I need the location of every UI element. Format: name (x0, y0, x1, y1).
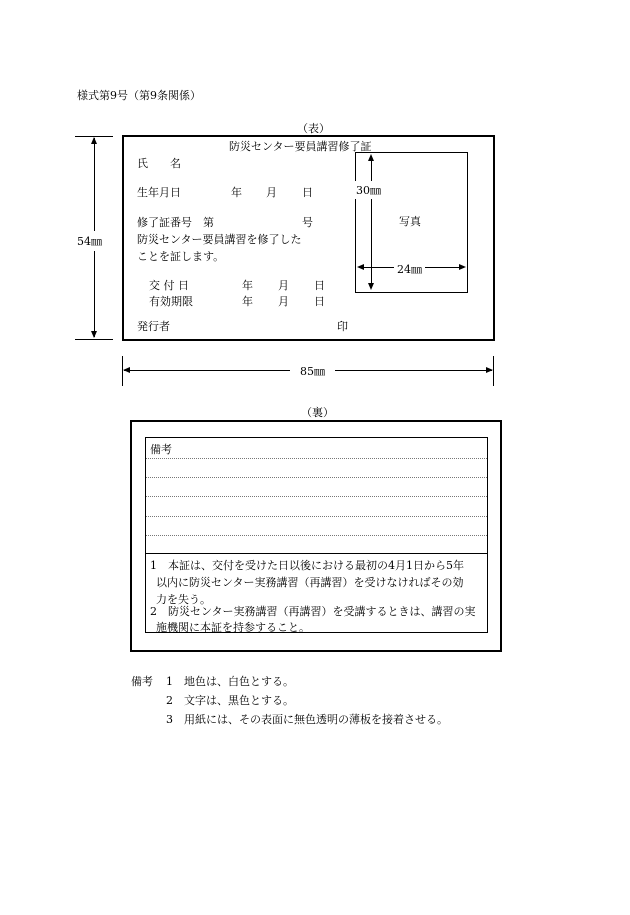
remarks-line (146, 496, 487, 497)
front-heading: （表） (297, 122, 330, 135)
note-2-line-1: 2 防災センター実務講習（再講習）を受講するときは、講習の実 (150, 605, 476, 618)
back-heading: （裏） (301, 406, 334, 419)
note-1-line-3: 力を失う。 (156, 593, 211, 606)
issue-date-label: 交 付 日 (149, 279, 189, 292)
issue-day-unit: 日 (314, 279, 325, 292)
photo-label: 写真 (399, 215, 421, 228)
remarks-line (146, 535, 487, 536)
photo-height-label: 30㎜ (355, 181, 382, 199)
birth-year-unit: 年 (231, 186, 242, 199)
photo-width-label: 24㎜ (394, 261, 425, 277)
note-1-line-2: 以内に防災センター実務講習（再講習）を受けなければその効 (156, 576, 464, 589)
remarks-line (146, 458, 487, 459)
note-2-line-2: 施機関に本証を持参すること。 (156, 621, 310, 634)
remarks-line (146, 516, 487, 517)
statement-line-1: 防災センター要員講習を修了した (137, 233, 302, 246)
validity-month-unit: 月 (278, 295, 289, 308)
certificate-title: 防災センター要員講習修了証 (229, 140, 372, 153)
birth-day-unit: 日 (302, 186, 313, 199)
issue-year-unit: 年 (242, 279, 253, 292)
validity-day-unit: 日 (314, 295, 325, 308)
issuer-label: 発行者 (137, 320, 170, 333)
cert-number-suffix: 号 (302, 216, 313, 229)
issue-month-unit: 月 (278, 279, 289, 292)
cert-number-label: 修了証番号 第 (137, 216, 214, 229)
footnote-item: 3 用紙には、その表面に無色透明の薄板を接着させる。 (166, 713, 448, 726)
validity-year-unit: 年 (242, 295, 253, 308)
footnote-item: 2 文字は、黒色とする。 (166, 694, 294, 707)
statement-line-2: ことを証します。 (137, 250, 225, 263)
note-1-line-1: 1 本証は、交付を受けた日以後における最初の4月1日から5年 (150, 559, 464, 572)
footnotes-label: 備考 (131, 675, 153, 688)
validity-label: 有効期限 (149, 295, 193, 308)
birth-label: 生年月日 (137, 186, 181, 199)
footnote-item: 1 地色は、白色とする。 (166, 675, 294, 688)
card-width-label: 85㎜ (290, 363, 335, 379)
remarks-label: 備考 (150, 443, 172, 456)
name-label: 氏 名 (137, 157, 181, 170)
form-label: 様式第9号（第9条関係） (77, 89, 201, 102)
remarks-divider (146, 553, 487, 554)
seal-label: 印 (337, 320, 348, 333)
card-height-label: 54㎜ (77, 231, 102, 251)
birth-month-unit: 月 (266, 186, 277, 199)
remarks-line (146, 477, 487, 478)
